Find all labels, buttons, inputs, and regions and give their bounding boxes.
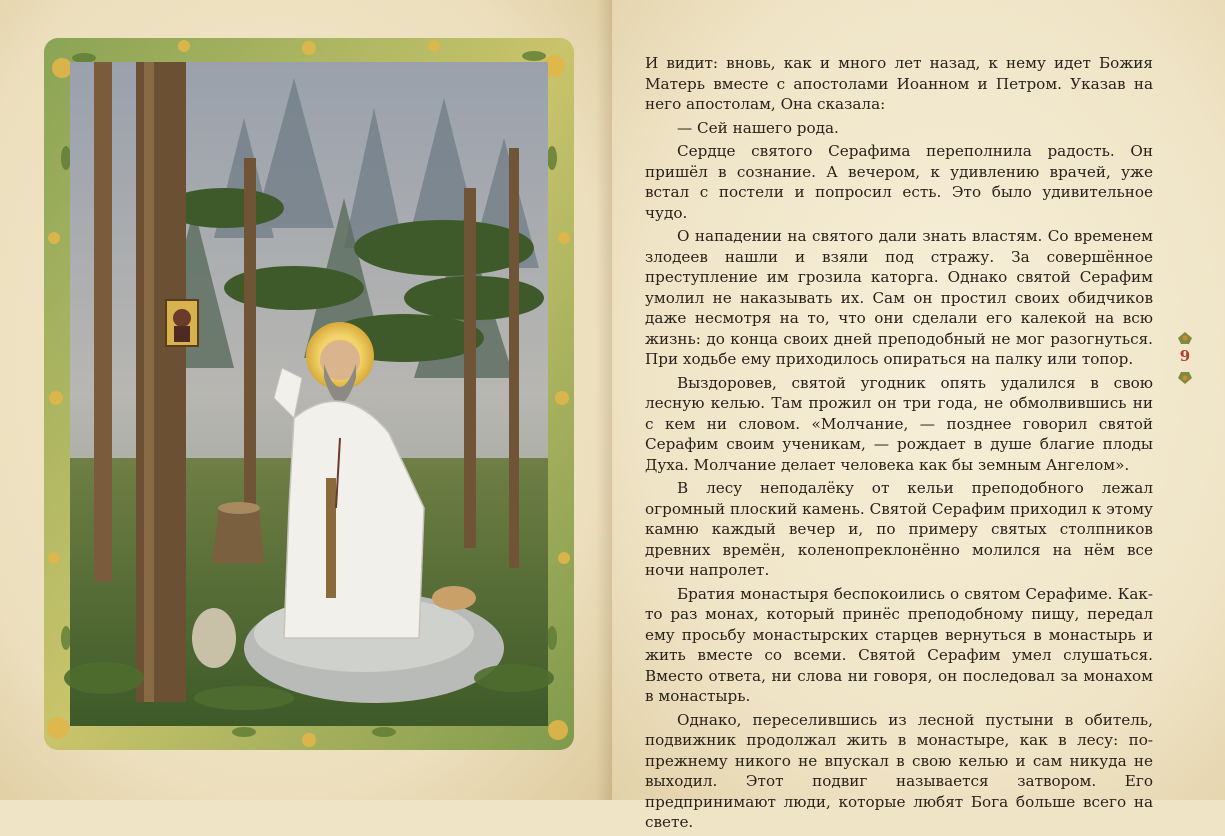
paragraph: Однако, переселившись из лесной пустыни в обитель, подвижник продолжал жить в монастыре, как в лесу: по-прежнему никого не впускал в свою келью и сам никуда не выходил. Этот подвиг называется затвором. Его предпринимают люди, которые любят Бога больше всего на свете. (645, 710, 1153, 831)
paragraph: — Сей нашего рода. (677, 118, 839, 137)
paragraph: В лесу неподалёку от кельи преподобного лежал огромный плоский камень. Святой Серафим приходил к этому камню каждый вечер и, по примеру святых столпников древних времён, коленопреклонённо молился на нём все ночи напролет. (645, 479, 1153, 579)
left-page (0, 0, 612, 800)
paragraph: Сердце святого Серафима переполнила радость. Он пришёл в сознание. А вечером, к удивлению врачей, уже встал с постели и попросил есть. Это было удивительное чудо. (645, 142, 1153, 222)
big-pine-trunk (136, 62, 186, 702)
page-number: 9 (1179, 347, 1191, 365)
tree-stump (212, 508, 264, 563)
paragraph: И видит: вновь, как и много лет назад, к нему идет Божия Матерь вместе с апостолами Иоанном и Петром. Указав на него апостолам, Она сказала: (645, 54, 1153, 113)
paragraph: Выздоровев, святой угодник опять удалился в свою лесную келью. Там прожил он три года, не обмолвившись ни с кем ни словом. «Молчание, — позднее говорил святой Серафим своим ученикам, — рождает в душе благие плоды Духа. Молчание делает человека как бы земным Ангелом». (645, 373, 1153, 474)
page-text (645, 53, 1153, 836)
illustration-frame (44, 38, 574, 750)
saint-seraphim-illustration (44, 38, 574, 750)
page-folio (1172, 330, 1198, 386)
sack (192, 608, 236, 668)
paragraph: О нападении на святого дали знать властям. Со временем злодеев нашли и взяли под стражу. За совершённое преступление им грозила каторга. Однако святой Серафим умолил не наказывать их. Сам он простил своих обидчиков даже несмотря на то, что они сделали его калекой на всю жизнь: до конца своих дней преподобный не мог разогнуться. При ходьбе ему приходилось опираться на палку или топор. (645, 227, 1153, 368)
forest-scene (64, 62, 554, 726)
paragraph: Братия монастыря беспокоились о святом Серафиме. Как-то раз монах, который принёс преподобному пищу, передал ему просьбу монастырских старцев вернуться в монастырь и жить вместе со всеми. Святой Серафим умел слушаться. Вместо ответа, ни слова ни говоря, он последовал за монахом в монастырь. (645, 584, 1153, 705)
